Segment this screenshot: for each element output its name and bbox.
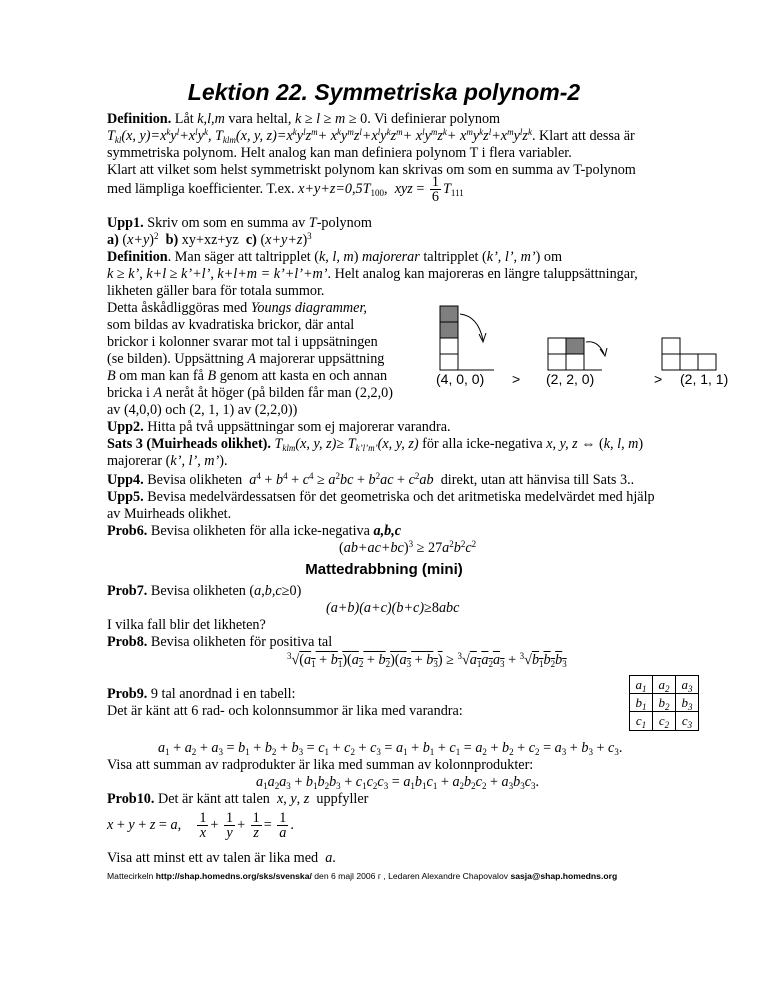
table-cell: $c_2$ [653, 712, 676, 730]
prob8-label: Prob8. [107, 634, 148, 650]
upp1-label: Upp1. [107, 215, 144, 231]
prob6-line1: Prob6. Bevisa olikheten för alla icke-negativa a,b,c [107, 523, 402, 539]
upp4-line: Upp4. Bevisa olikheten $a^4 + b^4 + c^4 \ge a^2bc + b^2ac + c^2ab$ direkt, utan att hänvisa till Sats 3.. [107, 471, 635, 488]
def2-line1: Definition. Man säger att taltripplet (k, l, m) majorerar taltripplet (k’, l’, m’) om [107, 249, 563, 265]
upp4-label: Upp4. [107, 472, 144, 488]
prob8-formula: $^3√(a_1 + b_1)(a_2 + b_2)(a_3 + b_3) \ge ^3√a_1a_2a_3 + ^3√b_1b_2b_3$ [287, 651, 567, 669]
def2-line10: av (4,0,0) och (2, 1, 1) av (2,2,0)) [107, 402, 298, 418]
table-cell: $a_2$ [653, 676, 676, 694]
prob9-line1: Prob9. 9 tal anordnad i en tabell: [107, 686, 296, 702]
table-cell: $b_2$ [653, 694, 676, 712]
table-row [630, 676, 699, 694]
sats3-label: Sats 3 (Muirheads olikhet). [107, 436, 271, 452]
sats3-line2: majorerar (k’, l’, m’). [107, 453, 228, 469]
def1-line3: symmetriska polynom. Helt analog kan man definiera polynom T i flera variabler. [107, 145, 572, 161]
footer: Mattecirkeln http://shap.homedns.org/sks/svenska/ den 6 majl 2006 г , Ledaren Alexandre Chapovalov sasja@shap.homedns.org [107, 871, 618, 881]
prob10-label: Prob10. [107, 791, 155, 807]
table-cell: $c_1$ [630, 712, 653, 730]
def2-label: Definition [107, 249, 168, 265]
def1-label: Definition. [107, 111, 172, 127]
prob7-formula: (a+b)(a+c)(b+c)≥8abc [326, 600, 460, 616]
young-label-400: (4, 0, 0) [436, 371, 485, 387]
young-gt-1: > [512, 371, 521, 387]
upp2-label: Upp2. [107, 419, 144, 435]
prob9-eq2: $a_1a_2a_3 + b_1b_2b_3 + c_1c_2c_3 = a_1b_1c_1 + a_2b_2c_2 + a_3b_3c_3$. [256, 774, 540, 791]
def2-line7: (se bilden). Uppsättning A majorerar uppsättning [107, 351, 385, 367]
table-row [630, 694, 699, 712]
upp5-line2: av Muirheads olikhet. [107, 506, 232, 522]
table-cell: $b_1$ [630, 694, 653, 712]
sats3-line1: Sats 3 (Muirheads olikhet). $T_{klm}(x$, y, $z)\ge T_{k’l’m’}(x$, y, z) för alla icke-negativa x, y, z ⇔ (k, l, m) [107, 436, 644, 453]
young-gt-2: > [654, 371, 663, 387]
table-cell: $b_3$ [676, 694, 699, 712]
def2-line6: brickor i kolonner svarar mot tal i uppsätningen [107, 334, 378, 350]
prob9-label: Prob9. [107, 686, 148, 702]
prob9-line2: Det är känt att 6 rad- och kolonnsummor är lika med varandra: [107, 703, 463, 719]
def1-line4: Klart att vilket som helst symmetriskt polynom kan skrivas om som en summa av T-polynom [107, 162, 636, 178]
prob10-line1: Prob10. Det är känt att talen x, y, z uppfyller [107, 791, 369, 807]
arrow-icon [586, 342, 604, 354]
upp1-parts: a) $(x+y)^2$ b) xy+xz+yz c) $(x+y+z)^3$ [107, 231, 312, 248]
prob9-table [629, 675, 699, 731]
fraction-one-sixth: $\frac{1}{6}$ [431, 174, 440, 205]
def2-line8: B om man kan få B genom att kasta en och annan [107, 368, 388, 384]
def2-line9: bricka i A neråt åt höger (på bilden får man (2,2,0) [107, 385, 394, 401]
upp5-line1: Upp5. Bevisa medelvärdessatsen för det geometriska och det aritmetiska medelvärdet med hjälp [107, 489, 655, 505]
prob7-label: Prob7. [107, 583, 148, 599]
prob7-line3: I vilka fall blir det likheten? [107, 617, 266, 633]
upp2-line: Upp2. Hitta på två uppsättningar som ej majorerar varandra. [107, 419, 451, 435]
page-title: Lektion 22. Symmetriska polynom-2 [187, 79, 581, 105]
prob6-label: Prob6. [107, 523, 148, 539]
prob7-line1: Prob7. Bevisa olikheten (a,b,c≥0) [107, 583, 302, 599]
def1-line5: med lämpliga koefficienter. T.ex. $x+y+z=0,5T_{100}$, xyz = $\frac{1}{6}$ $T_{111}$ [107, 174, 464, 205]
section-heading: Mattedrabbning (mini) [305, 561, 463, 578]
prob8-line1: Prob8. Bevisa olikheten för positiva tal [107, 634, 333, 650]
young-diagram-211 [662, 338, 716, 370]
prob9-eq1: $a_1 + a_2 + a_3 = b_1 + b_2 + b_3 = c_1 + c_2 + c_3 = a_1 + b_1 + c_1 = a_2 + b_2 + c_2 = a_3 + b_3 + c_3$. [158, 740, 623, 757]
def2-line3: likheten gäller bara för totala summor. [107, 283, 325, 299]
def2-line5: som bildas av kvadratiska brickor, där antal [107, 317, 355, 333]
def1-line2: $T_{kl}(x$, $y)=x^ky^l+x^ly^k$, $T_{klm}(x$, y, $z)=x^ky^lz^m+ x^ky^mz^l+x^ly^kz^m+ x^ly^mz^k+ x^my^kz^l+x^my^lz^k$. Klart att dessa är [107, 127, 635, 145]
prob6-formula: $(ab+ac+bc)^3 \ge 27a^2b^2c^2$ [339, 539, 477, 556]
upp5-label: Upp5. [107, 489, 144, 505]
table-cell: $a_3$ [676, 676, 699, 694]
prob10-formula: x + y + z = a, $\frac{1}{x}$ + $\frac{1}{y}$ + $\frac{1}{z}$ = $\frac{1}{a}$ . [107, 810, 294, 841]
def1-line1: Definition. Låt k,l,m vara heltal, k ≥ l ≥ m ≥ 0. Vi definierar polynom [107, 111, 501, 127]
upp1-line1: Upp1. Skriv om som en summa av T-polynom [107, 215, 372, 231]
def2-line2: k ≥ k’, k+l ≥ k’+l’, k+l+m = k’+l’+m’. Helt analog kan majoreras en längre taluppsättningar, [107, 266, 638, 282]
def2-line4: Detta åskådliggöras med Youngs diagrammer, [107, 300, 367, 316]
prob10-line3: Visa att minst ett av talen är lika med a. [107, 850, 336, 866]
prob9-line3: Visa att summan av radprodukter är lika med summan av kolonnprodukter: [107, 757, 534, 773]
young-label-211: (2, 1, 1) [680, 371, 729, 387]
young-label-220: (2, 2, 0) [546, 371, 595, 387]
table-cell: $a_1$ [630, 676, 653, 694]
table-cell: $c_3$ [676, 712, 699, 730]
table-row [630, 712, 699, 730]
